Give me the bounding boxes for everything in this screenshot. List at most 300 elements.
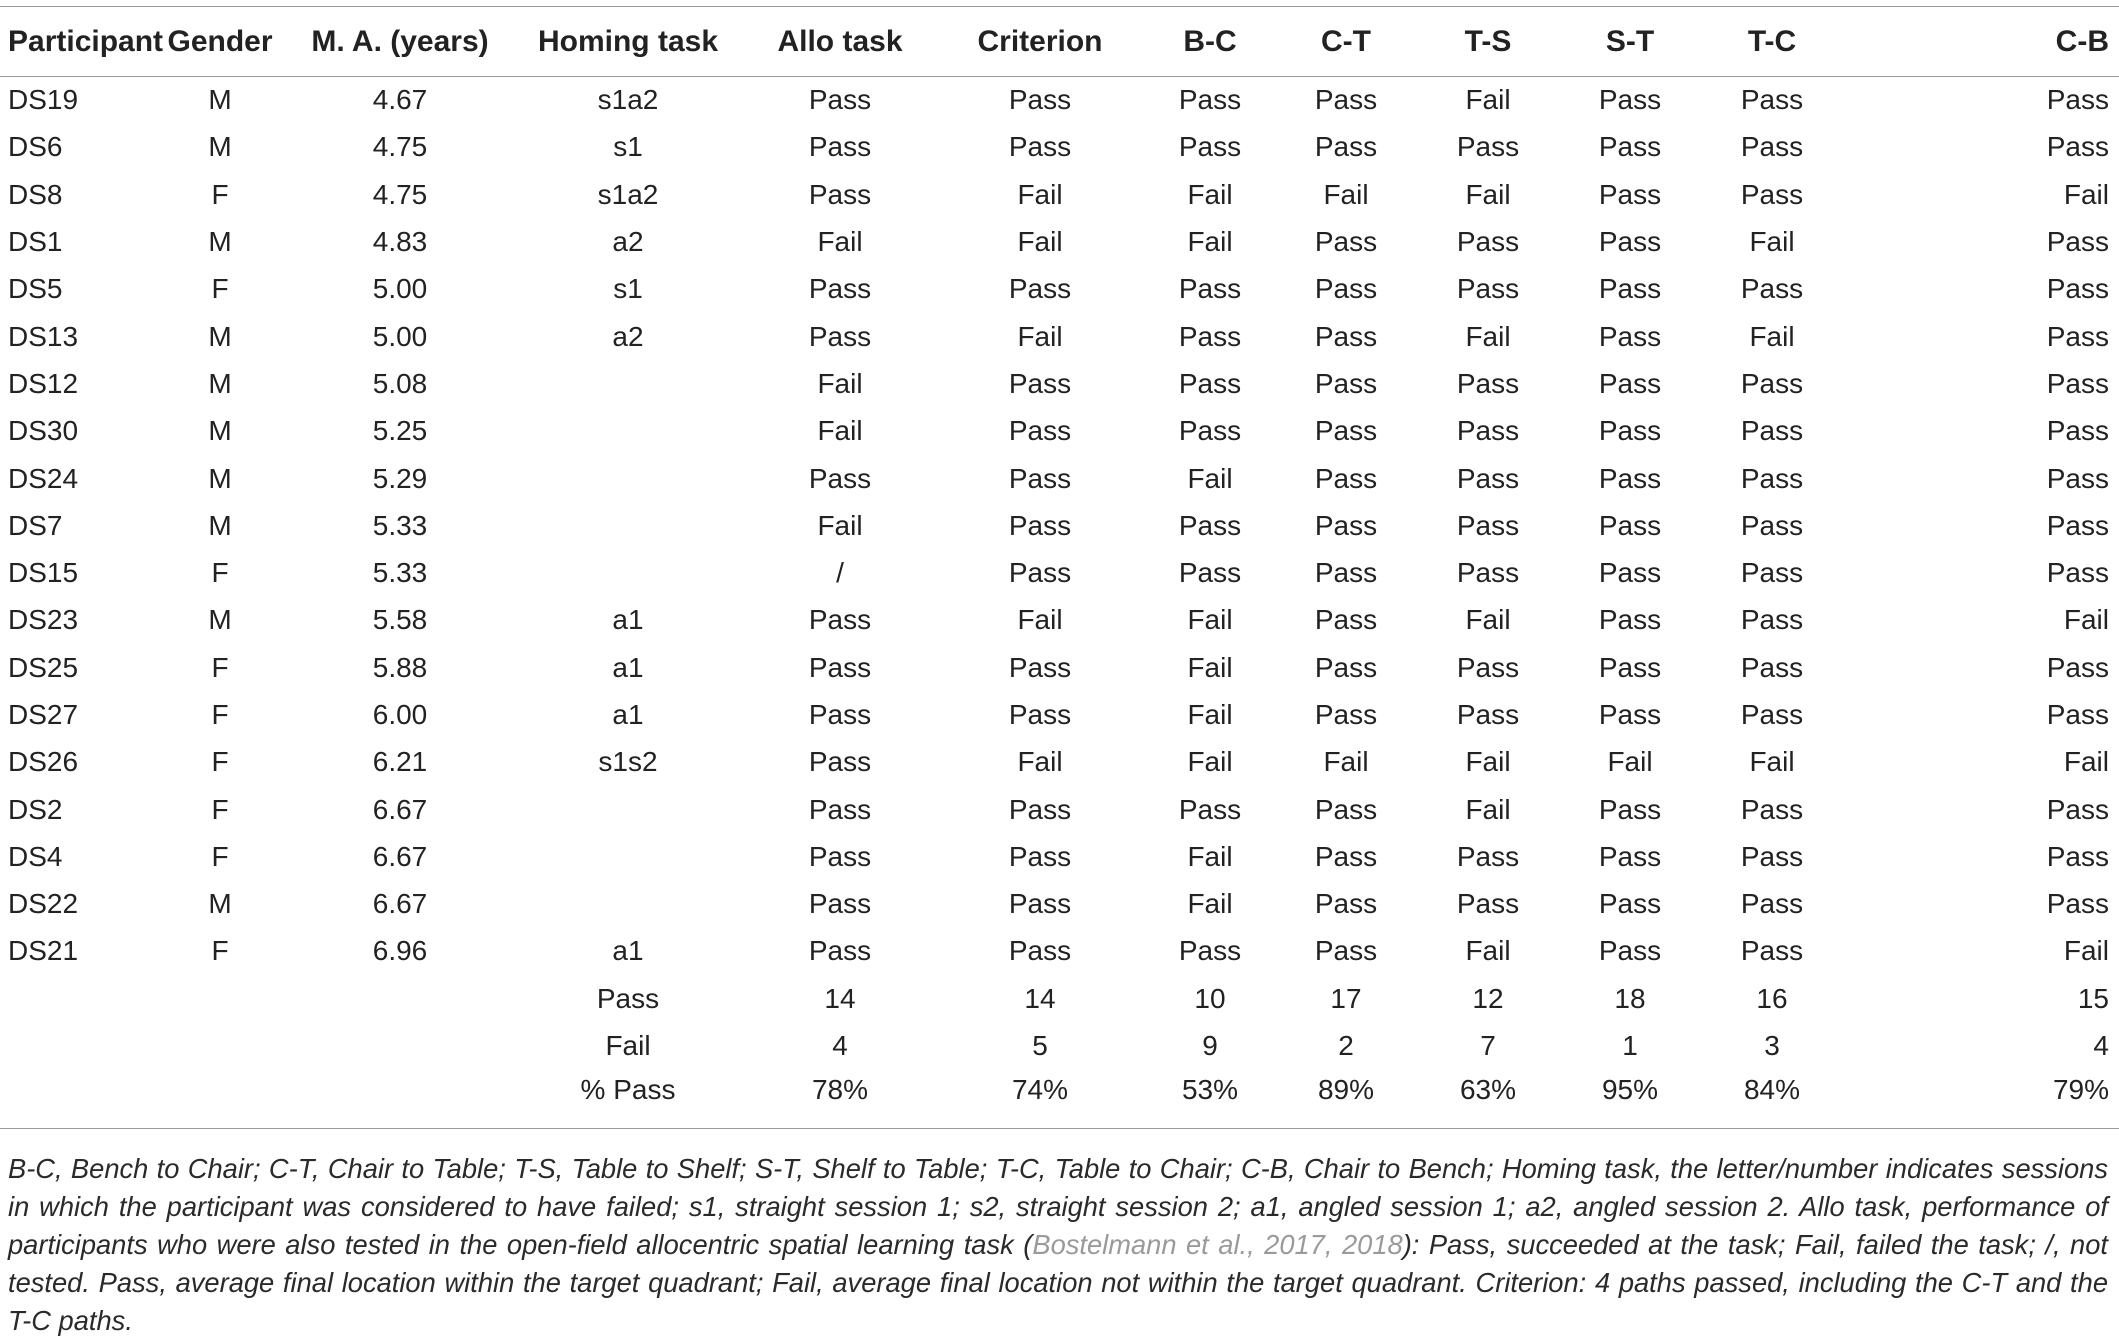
table-cell: DS1 xyxy=(8,226,63,258)
table-cell: Pass xyxy=(808,320,872,352)
table-cell: M xyxy=(208,320,232,352)
table-cell: Pass xyxy=(1178,131,1242,163)
table-cell: F xyxy=(211,840,229,872)
table-cell: Pass xyxy=(1598,84,1662,116)
table-cell: Fail xyxy=(1749,746,1795,778)
table-cell: Pass xyxy=(1178,793,1242,825)
table-cell: Pass xyxy=(808,604,872,636)
table-cell: DS15 xyxy=(8,557,79,589)
table-cell: Pass xyxy=(1314,509,1378,541)
table-cell: F xyxy=(211,557,229,589)
header-allo-task: Allo task xyxy=(746,7,934,77)
summary-row xyxy=(0,1070,2119,1129)
table-cell: a2 xyxy=(612,320,644,352)
table-cell: 7 xyxy=(1480,1030,1496,1062)
header-t-c: T-C xyxy=(1702,7,1842,77)
table-cell: Pass xyxy=(1008,273,1072,305)
table-cell: Pass xyxy=(1314,793,1378,825)
table-cell: 1 xyxy=(1622,1030,1638,1062)
table-cell: Pass xyxy=(1740,651,1804,683)
table-cell: Fail xyxy=(817,509,863,541)
table-cell: 79% xyxy=(1842,1070,2119,1129)
table-cell: Pass xyxy=(1598,273,1662,305)
table-row xyxy=(0,644,2119,691)
table-cell: Pass xyxy=(808,793,872,825)
table-cell: Pass xyxy=(1314,131,1378,163)
table-cell: Pass xyxy=(1008,840,1072,872)
table-cell: Pass xyxy=(1456,888,1520,920)
table-cell: 4.67 xyxy=(372,84,428,116)
table-cell: Pass xyxy=(1314,888,1378,920)
table-cell: Pass xyxy=(2046,462,2109,494)
table-cell: 14 xyxy=(824,982,856,1014)
summary-row xyxy=(0,975,2119,1022)
table-cell: Pass xyxy=(1178,273,1242,305)
footnote-text-after: ): Pass, succeeded at the task; Fail, failed the task; /, not tested. Pass, average final location within the target quadrant; Fail, average final location not within the target quadrant. Criterion: 4 paths passed, including the C-T and the T-C paths. xyxy=(8,1229,2108,1336)
table-cell: Pass xyxy=(2046,557,2109,589)
table-cell: 5.29 xyxy=(372,462,428,494)
table-cell: Pass xyxy=(1008,84,1072,116)
table-cell: M xyxy=(208,415,232,447)
table-cell: Pass xyxy=(2046,840,2109,872)
table-cell: Pass xyxy=(1598,840,1662,872)
table-cell: Fail xyxy=(1465,178,1511,210)
table-cell: 5.88 xyxy=(372,651,428,683)
table-cell: Pass xyxy=(1314,84,1378,116)
header-gender: Gender xyxy=(150,7,290,77)
table-cell: Pass xyxy=(1314,935,1378,967)
table-cell: Pass xyxy=(808,699,872,730)
table-cell: Pass xyxy=(2046,84,2109,116)
table-cell: Pass xyxy=(1598,509,1662,541)
table-cell: Pass xyxy=(1314,462,1378,494)
table-cell: Pass xyxy=(1008,415,1072,447)
table-cell: Pass xyxy=(1456,131,1520,163)
table-cell: Fail xyxy=(817,226,863,258)
table-cell xyxy=(510,360,746,407)
table-cell: Fail xyxy=(2063,604,2109,636)
table-cell: Pass xyxy=(1314,651,1378,683)
table-cell: Pass xyxy=(1178,415,1242,447)
table-cell: 74% xyxy=(934,1070,1146,1129)
table-cell xyxy=(290,1070,510,1129)
table-cell xyxy=(510,833,746,880)
table-cell: Fail xyxy=(1187,699,1233,730)
table-cell: Pass xyxy=(596,982,660,1014)
table-row xyxy=(0,360,2119,407)
table-cell: Pass xyxy=(1740,604,1804,636)
table-cell: Pass xyxy=(1598,131,1662,163)
table-cell: Fail xyxy=(1323,746,1369,778)
table-cell: 6.96 xyxy=(372,935,428,967)
table-cell xyxy=(290,1022,510,1069)
footnote-citation-link[interactable]: Bostelmann et al., 2017, 2018 xyxy=(1032,1229,1403,1260)
table-cell: DS19 xyxy=(8,84,79,116)
table-cell: M xyxy=(208,604,232,636)
table-cell: 2 xyxy=(1338,1030,1354,1062)
table-cell: Pass xyxy=(1008,651,1072,683)
table-cell xyxy=(0,975,150,1022)
table-cell: / xyxy=(836,557,844,589)
table-cell: Pass xyxy=(1598,604,1662,636)
table-cell: 6.67 xyxy=(372,840,428,872)
table-cell: M xyxy=(208,367,232,399)
table-cell: Pass xyxy=(2046,320,2109,352)
table-cell: Fail xyxy=(1187,840,1233,872)
table-cell: 3 xyxy=(1764,1030,1780,1062)
table-cell: 9 xyxy=(1202,1030,1218,1062)
table-row xyxy=(0,786,2119,833)
table-cell: DS5 xyxy=(8,273,63,305)
table-cell: Pass xyxy=(1314,320,1378,352)
table-cell: Pass xyxy=(1314,557,1378,589)
table-cell: Pass xyxy=(1008,131,1072,163)
table-cell: Pass xyxy=(1314,699,1378,730)
table-row xyxy=(0,313,2119,360)
table-cell: Pass xyxy=(1598,367,1662,399)
table-cell: Pass xyxy=(2046,793,2109,825)
table-cell: 6.67 xyxy=(372,793,428,825)
table-cell: 18 xyxy=(1614,982,1646,1014)
table-cell: 5.58 xyxy=(372,604,428,636)
table-cell: DS27 xyxy=(8,699,79,730)
table-cell: DS21 xyxy=(8,935,79,967)
table-cell: Pass xyxy=(1008,699,1072,730)
table-cell: DS2 xyxy=(8,793,63,825)
table-cell: Pass xyxy=(1008,935,1072,967)
table-cell: Pass xyxy=(1740,462,1804,494)
table-cell: Pass xyxy=(1008,462,1072,494)
table-cell: Pass xyxy=(2046,415,2109,447)
table-cell: Fail xyxy=(1187,651,1233,683)
footnote-text-before: B-C, Bench to Chair; C-T, Chair to Table; T-S, Table to Shelf; S-T, Shelf to Table; T-C, Table to Chair; C-B, Chair to Bench; Homing task, the letter/number indicates sessions in which the participant was considered to have failed; s1, straight session 1; s2, straight session 2; a1, angled session 1; a2, angled session 2. Allo task, performance of participants who were also tested in the open-field allocentric spatial learning task ( xyxy=(8,1153,2108,1260)
table-cell: Pass xyxy=(1598,226,1662,258)
table-row xyxy=(0,218,2119,265)
table-cell: M xyxy=(208,888,232,920)
table-cell: Pass xyxy=(1314,226,1378,258)
table-cell xyxy=(150,1070,290,1129)
table-cell: Pass xyxy=(808,651,872,683)
table-cell: Pass xyxy=(1598,935,1662,967)
table-cell: Pass xyxy=(2046,651,2109,683)
table-row xyxy=(0,691,2119,738)
table-cell: Pass xyxy=(1456,557,1520,589)
table-cell: Pass xyxy=(1598,415,1662,447)
table-cell xyxy=(290,975,510,1022)
table-cell: Pass xyxy=(1740,84,1804,116)
table-cell xyxy=(0,1022,150,1069)
table-body xyxy=(0,77,2119,1129)
table-cell: F xyxy=(211,935,229,967)
table-cell: Pass xyxy=(1740,273,1804,305)
table-cell: Pass xyxy=(1008,367,1072,399)
table-cell: 4.83 xyxy=(372,226,428,258)
table-cell: 5.33 xyxy=(372,557,428,589)
table-cell: Pass xyxy=(808,462,872,494)
table-cell: Fail xyxy=(1187,462,1233,494)
table-cell: F xyxy=(211,699,229,730)
table-cell: 16 xyxy=(1756,982,1788,1014)
header-participant: Participant xyxy=(0,7,150,77)
table-cell: Pass xyxy=(1598,651,1662,683)
table-cell: Pass xyxy=(1740,131,1804,163)
table-cell: s1 xyxy=(613,131,643,163)
table-cell: Fail xyxy=(817,367,863,399)
table-cell: Pass xyxy=(1598,793,1662,825)
table-cell: s1a2 xyxy=(597,178,659,210)
table-cell: Fail xyxy=(2063,935,2109,967)
table-cell: 5.00 xyxy=(372,320,428,352)
table-cell: M xyxy=(208,462,232,494)
table-cell: 5.08 xyxy=(372,367,428,399)
table-cell xyxy=(150,1022,290,1069)
table-cell: DS22 xyxy=(8,888,79,920)
table-row xyxy=(0,171,2119,218)
table-row xyxy=(0,266,2119,313)
table-row xyxy=(0,549,2119,596)
table-row xyxy=(0,833,2119,880)
results-table-container xyxy=(0,6,2119,1129)
table-row xyxy=(0,597,2119,644)
header-homing-task: Homing task xyxy=(510,7,746,77)
table-row xyxy=(0,455,2119,502)
table-cell: Pass xyxy=(1456,226,1520,258)
table-cell: 6.00 xyxy=(372,699,428,730)
table-cell: Pass xyxy=(1740,557,1804,589)
table-cell: Pass xyxy=(1598,557,1662,589)
table-cell: Fail xyxy=(2063,746,2109,778)
table-cell: Fail xyxy=(1187,746,1233,778)
header-s-t: S-T xyxy=(1558,7,1702,77)
table-cell: Fail xyxy=(1465,84,1511,116)
table-cell: Fail xyxy=(605,1030,651,1062)
table-cell: 15 xyxy=(2077,982,2109,1014)
table-cell: Fail xyxy=(1465,793,1511,825)
table-cell: Pass xyxy=(1598,888,1662,920)
table-cell: 4 xyxy=(2093,1030,2109,1062)
header-c-b: C-B xyxy=(1842,7,2119,77)
table-cell: DS30 xyxy=(8,415,79,447)
table-cell: % Pass xyxy=(510,1070,746,1129)
table-cell: Fail xyxy=(1465,320,1511,352)
table-cell: Fail xyxy=(1465,604,1511,636)
table-cell: DS4 xyxy=(8,840,63,872)
table-cell: Pass xyxy=(1178,367,1242,399)
table-cell: s1a2 xyxy=(597,84,659,116)
table-cell: Pass xyxy=(1740,699,1804,730)
table-header-row xyxy=(0,7,2119,77)
table-cell xyxy=(510,502,746,549)
table-cell: Pass xyxy=(1178,320,1242,352)
table-cell xyxy=(510,881,746,928)
table-cell: DS25 xyxy=(8,651,79,683)
table-cell: Pass xyxy=(808,888,872,920)
table-cell: F xyxy=(211,793,229,825)
table-row xyxy=(0,77,2119,124)
table-cell: Pass xyxy=(1456,273,1520,305)
table-cell: Pass xyxy=(1740,178,1804,210)
table-cell: 17 xyxy=(1330,982,1362,1014)
table-cell xyxy=(150,975,290,1022)
table-cell: Fail xyxy=(1017,320,1063,352)
table-cell: Pass xyxy=(1740,935,1804,967)
table-cell: DS12 xyxy=(8,367,79,399)
table-cell: Pass xyxy=(1008,509,1072,541)
table-cell: 12 xyxy=(1472,982,1504,1014)
table-cell: Pass xyxy=(1598,699,1662,730)
table-cell: Pass xyxy=(808,84,872,116)
table-cell: Pass xyxy=(2046,888,2109,920)
table-cell: Fail xyxy=(1187,604,1233,636)
table-cell: 63% xyxy=(1418,1070,1558,1129)
summary-row xyxy=(0,1022,2119,1069)
table-cell: 78% xyxy=(746,1070,934,1129)
table-cell xyxy=(510,408,746,455)
table-cell: Pass xyxy=(2046,273,2109,305)
table-footnote xyxy=(8,1150,2108,1340)
table-cell: Pass xyxy=(1314,604,1378,636)
header-criterion: Criterion xyxy=(934,7,1146,77)
table-cell: F xyxy=(211,746,229,778)
table-cell: DS13 xyxy=(8,320,79,352)
table-cell: Pass xyxy=(1178,84,1242,116)
table-cell: Pass xyxy=(1456,699,1520,730)
table-cell: Fail xyxy=(1187,888,1233,920)
table-cell: Pass xyxy=(1740,840,1804,872)
table-cell: Pass xyxy=(1178,557,1242,589)
table-cell: M xyxy=(208,131,232,163)
table-cell: Fail xyxy=(1017,226,1063,258)
table-cell: DS8 xyxy=(8,178,63,210)
table-cell: 6.21 xyxy=(372,746,428,778)
table-cell: Fail xyxy=(1017,746,1063,778)
table-cell: Fail xyxy=(2063,178,2109,210)
table-cell: F xyxy=(211,273,229,305)
table-row xyxy=(0,124,2119,171)
table-cell: Pass xyxy=(1314,367,1378,399)
table-cell xyxy=(510,786,746,833)
table-cell: 10 xyxy=(1194,982,1226,1014)
table-cell: Pass xyxy=(1456,415,1520,447)
table-cell: Pass xyxy=(1314,840,1378,872)
table-cell: Fail xyxy=(1323,178,1369,210)
table-cell: Pass xyxy=(1178,509,1242,541)
table-cell: Fail xyxy=(1465,746,1511,778)
table-cell: Pass xyxy=(1456,651,1520,683)
table-cell: Fail xyxy=(1465,935,1511,967)
table-cell: Pass xyxy=(1008,557,1072,589)
table-cell: 84% xyxy=(1702,1070,1842,1129)
table-cell: 53% xyxy=(1146,1070,1274,1129)
table-cell: 5.00 xyxy=(372,273,428,305)
header-mental-age: M. A. (years) xyxy=(290,7,510,77)
table-cell: Pass xyxy=(2046,131,2109,163)
table-cell: Pass xyxy=(2046,699,2109,730)
table-row xyxy=(0,928,2119,975)
table-cell: Pass xyxy=(808,273,872,305)
table-cell: Fail xyxy=(1017,178,1063,210)
table-cell: Pass xyxy=(1740,367,1804,399)
table-cell: Pass xyxy=(2046,367,2109,399)
table-cell: DS26 xyxy=(8,746,79,778)
table-cell: s1s2 xyxy=(598,746,658,778)
header-b-c: B-C xyxy=(1146,7,1274,77)
table-cell: Pass xyxy=(1598,320,1662,352)
table-cell: 6.67 xyxy=(372,888,428,920)
table-cell: 5 xyxy=(1032,1030,1048,1062)
table-cell xyxy=(510,455,746,502)
table-cell: 95% xyxy=(1558,1070,1702,1129)
table-row xyxy=(0,502,2119,549)
table-cell: a1 xyxy=(612,651,644,683)
table-cell: Pass xyxy=(1314,273,1378,305)
table-cell: 89% xyxy=(1274,1070,1418,1129)
table-cell: 5.33 xyxy=(372,509,428,541)
table-cell: 14 xyxy=(1024,982,1056,1014)
table-cell: DS6 xyxy=(8,131,63,163)
table-cell: Pass xyxy=(2046,509,2109,541)
table-cell: 4.75 xyxy=(372,178,428,210)
table-cell: Pass xyxy=(1456,840,1520,872)
table-cell: DS24 xyxy=(8,462,79,494)
results-table xyxy=(0,6,2119,1129)
table-cell: Pass xyxy=(1456,509,1520,541)
header-t-s: T-S xyxy=(1418,7,1558,77)
table-cell: Fail xyxy=(1187,178,1233,210)
table-cell: 5.25 xyxy=(372,415,428,447)
table-cell: F xyxy=(211,178,229,210)
table-cell: DS7 xyxy=(8,509,63,541)
table-cell: Pass xyxy=(1740,509,1804,541)
table-cell: Pass xyxy=(1740,415,1804,447)
table-cell: 4 xyxy=(832,1030,848,1062)
table-cell: M xyxy=(208,509,232,541)
table-row xyxy=(0,881,2119,928)
table-cell: M xyxy=(208,84,232,116)
table-cell: Pass xyxy=(1314,415,1378,447)
table-cell: Fail xyxy=(1187,226,1233,258)
table-cell: s1 xyxy=(613,273,643,305)
table-cell: Pass xyxy=(808,131,872,163)
table-cell: Pass xyxy=(2046,226,2109,258)
table-row xyxy=(0,739,2119,786)
table-cell: Pass xyxy=(1008,793,1072,825)
table-cell: Pass xyxy=(1740,888,1804,920)
table-cell: Fail xyxy=(1607,746,1653,778)
table-cell: M xyxy=(208,226,232,258)
table-cell: Pass xyxy=(1740,793,1804,825)
table-cell: Pass xyxy=(808,840,872,872)
table-cell: Pass xyxy=(1178,935,1242,967)
table-cell: Pass xyxy=(1598,462,1662,494)
table-cell: Fail xyxy=(1749,320,1795,352)
table-cell: Pass xyxy=(808,935,872,967)
table-cell xyxy=(0,1070,150,1129)
table-cell: Fail xyxy=(1749,226,1795,258)
header-c-t: C-T xyxy=(1274,7,1418,77)
table-cell: Pass xyxy=(1456,462,1520,494)
table-cell: Pass xyxy=(808,746,872,778)
table-row xyxy=(0,408,2119,455)
table-cell: Fail xyxy=(1017,604,1063,636)
table-cell: a1 xyxy=(612,699,644,730)
table-cell: Pass xyxy=(808,178,872,210)
table-cell: a1 xyxy=(612,935,644,967)
table-cell: F xyxy=(211,651,229,683)
table-cell: Fail xyxy=(817,415,863,447)
table-cell: 4.75 xyxy=(372,131,428,163)
table-cell: Pass xyxy=(1008,888,1072,920)
